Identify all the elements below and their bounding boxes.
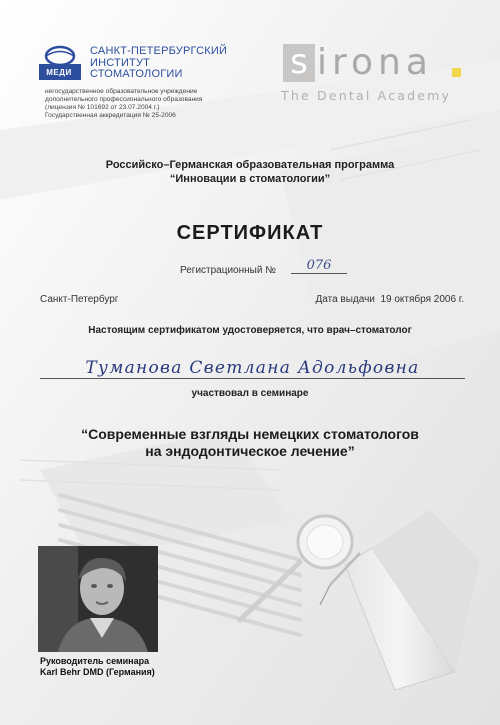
seminar-leader-name: Karl Behr DMD (Германия) bbox=[40, 667, 155, 677]
certifies-text: Настоящим сертификатом удостоверяется, что врач–стоматолог bbox=[88, 325, 412, 336]
city: Санкт-Петербург bbox=[40, 294, 119, 305]
seminar-line: “Современные взгляды немецких стоматологов bbox=[81, 426, 419, 442]
institute-name-line: ИНСТИТУТ bbox=[90, 56, 151, 69]
certificate-title: СЕРТИФИКАТ bbox=[176, 222, 324, 244]
issue-date-value: 19 октября 2006 г. bbox=[380, 294, 464, 305]
seminar-leader-role: Руководитель семинара bbox=[40, 656, 150, 666]
license-line: дополнительного профессионального образования bbox=[45, 96, 203, 103]
license-line: Государственная аккредитация № 25-2006 bbox=[45, 112, 176, 119]
program-line: Российско–Германская образовательная программа bbox=[105, 159, 395, 171]
license-line: негосударственное образовательное учреждение bbox=[45, 88, 198, 95]
institute-name bbox=[90, 46, 227, 81]
program-title bbox=[0, 158, 500, 186]
program-line: “Инновации в стоматологии” bbox=[169, 173, 331, 185]
portrait-image bbox=[38, 546, 158, 652]
sirona-wordmark: irona bbox=[317, 42, 433, 83]
medi-label: МЕДИ bbox=[46, 68, 72, 77]
institute-license bbox=[45, 88, 265, 120]
seminar-leader-caption bbox=[40, 656, 155, 678]
sirona-logo bbox=[281, 44, 471, 104]
seminar-title bbox=[0, 426, 500, 460]
registration-number: 076 bbox=[291, 258, 347, 274]
sirona-tagline: The Dental Academy bbox=[281, 88, 452, 103]
registration-label: Регистрационный № bbox=[180, 265, 276, 276]
seminar-leader-photo bbox=[38, 546, 158, 652]
seminar-line: на эндодонтическое лечение” bbox=[145, 443, 355, 459]
recipient-name: Туманова Светлана Адольфовна bbox=[40, 358, 465, 379]
issue-date bbox=[315, 294, 464, 305]
issue-date-label: Дата выдачи bbox=[315, 294, 375, 305]
institute-name-line: САНКТ-ПЕТЕРБУРГСКИЙ bbox=[90, 45, 228, 57]
participated-text: участвовал в семинаре bbox=[191, 388, 309, 399]
sirona-dot-icon bbox=[452, 68, 461, 77]
license-line: (лицензия № 101692 от 23.07.2004 г.) bbox=[45, 104, 160, 111]
sirona-first-letter: s bbox=[283, 44, 315, 82]
institute-name-line: СТОМАТОЛОГИИ bbox=[90, 68, 183, 80]
institute-logo bbox=[38, 44, 238, 84]
